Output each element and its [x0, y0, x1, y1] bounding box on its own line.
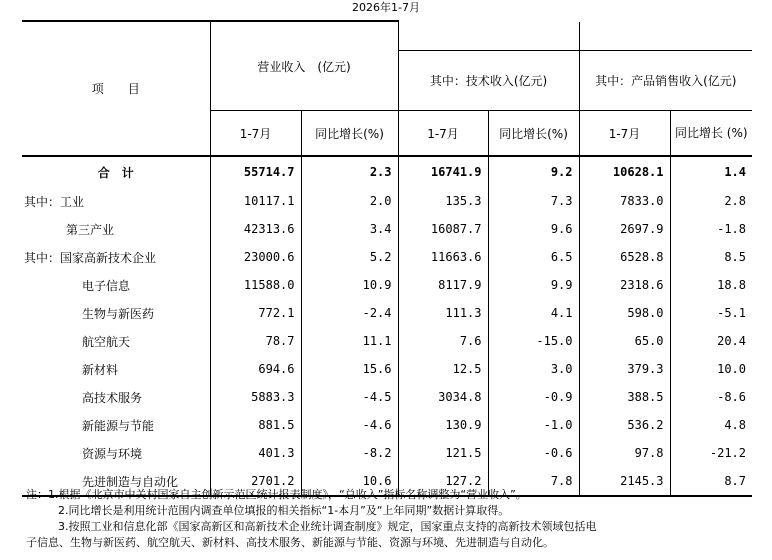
table-row	[22, 243, 752, 271]
row-label: 资源与环境	[82, 446, 143, 461]
cell-value: 16741.9	[398, 156, 488, 187]
table-row	[22, 271, 752, 299]
cell-value: 401.3	[210, 439, 301, 467]
cell-value: 694.6	[210, 355, 301, 383]
cell-value: 2145.3	[579, 467, 670, 496]
cell-value: 9.9	[488, 271, 579, 299]
row-label: 新能源与节能	[82, 418, 155, 433]
cell-value: 2.0	[301, 187, 398, 215]
cell-value: -4.5	[301, 383, 398, 411]
footnote-1: 注：1.根据《北京市中关村国家自主创新示范区统计报表制度》，“总收入”指标名称调整为“营业收入”。	[26, 488, 527, 501]
cell-value: 10117.1	[210, 187, 301, 215]
table-row	[22, 299, 752, 327]
cell-value: 12.5	[398, 355, 488, 383]
header-period-revenue: 1-7月	[210, 111, 301, 157]
cell-value: -2.4	[301, 299, 398, 327]
table-row	[22, 355, 752, 383]
cell-value: 2.3	[301, 156, 398, 187]
table-row-total	[22, 156, 752, 187]
table-row	[22, 383, 752, 411]
cell-value: -15.0	[488, 327, 579, 355]
cell-value: 9.6	[488, 215, 579, 243]
cell-value: 7.8	[488, 467, 579, 496]
cell-value: 4.1	[488, 299, 579, 327]
cell-value: 16087.7	[398, 215, 488, 243]
cell-value: 8117.9	[398, 271, 488, 299]
row-label: 其中：工业	[24, 194, 85, 209]
row-label: 航空航天	[82, 334, 131, 349]
cell-value: 7833.0	[579, 187, 670, 215]
cell-value: -1.8	[670, 215, 752, 243]
table-row	[22, 411, 752, 439]
table-row	[22, 187, 752, 215]
header-growth-tech: 同比增长(%)	[488, 111, 579, 157]
header-spacer-tech	[398, 21, 579, 50]
cell-value: 65.0	[579, 327, 670, 355]
cell-value: 11588.0	[210, 271, 301, 299]
cell-value: 5.2	[301, 243, 398, 271]
header-item: 项 目	[22, 21, 210, 156]
cell-value: -8.2	[301, 439, 398, 467]
report-period: 2026年1-7月	[352, 1, 420, 14]
cell-value: 10.6	[301, 467, 398, 496]
footnote-3: 3.按照工业和信息化部《国家高新区和高新技术企业统计调查制度》规定，国家重点支持的高新技术领域包括电	[58, 520, 597, 533]
header-growth-product: 同比增长 (%)	[670, 111, 752, 157]
header-period-product: 1-7月	[579, 111, 670, 157]
cell-value: 2.8	[670, 187, 752, 215]
cell-value: -8.6	[670, 383, 752, 411]
cell-value: 23000.6	[210, 243, 301, 271]
cell-value: 379.3	[579, 355, 670, 383]
cell-value: 121.5	[398, 439, 488, 467]
table-row	[22, 215, 752, 243]
cell-value: 5883.3	[210, 383, 301, 411]
cell-value: 18.8	[670, 271, 752, 299]
cell-value: -4.6	[301, 411, 398, 439]
cell-value: 111.3	[398, 299, 488, 327]
cell-value: 11663.6	[398, 243, 488, 271]
cell-value: -0.6	[488, 439, 579, 467]
statistics-table	[22, 20, 752, 497]
cell-value: 15.6	[301, 355, 398, 383]
cell-value: 20.4	[670, 327, 752, 355]
cell-value: 8.5	[670, 243, 752, 271]
row-label: 新材料	[82, 362, 119, 377]
footnote-3-cont: 子信息、生物与新医药、航空航天、新材料、高技术服务、新能源与节能、资源与环境、先进制造与自动化。	[26, 536, 554, 549]
header-spacer-product	[579, 21, 752, 50]
footnotes	[26, 487, 756, 551]
cell-value: -0.9	[488, 383, 579, 411]
cell-value: 3.4	[301, 215, 398, 243]
cell-value: -5.1	[670, 299, 752, 327]
row-label: 其中：国家高新技术企业	[24, 250, 157, 265]
cell-value: 6528.8	[579, 243, 670, 271]
cell-value: 42313.6	[210, 215, 301, 243]
cell-value: 6.5	[488, 243, 579, 271]
cell-value: 3034.8	[398, 383, 488, 411]
header-product-revenue: 其中：产品销售收入(亿元)	[579, 50, 752, 110]
cell-value: 536.2	[579, 411, 670, 439]
cell-value: 7.3	[488, 187, 579, 215]
footnote-2: 2.同比增长是利用统计范围内调查单位填报的相关指标“1-本月”及“上年同期”数据计算取得。	[58, 504, 510, 517]
cell-value: 881.5	[210, 411, 301, 439]
header-tech-revenue: 其中：技术收入(亿元)	[398, 50, 579, 110]
cell-value: 772.1	[210, 299, 301, 327]
cell-value: 3.0	[488, 355, 579, 383]
header-revenue: 营业收入 (亿元)	[210, 21, 398, 111]
cell-value: 127.2	[398, 467, 488, 496]
header-growth-revenue: 同比增长(%)	[301, 111, 398, 157]
row-label: 电子信息	[82, 278, 131, 293]
cell-value: 78.7	[210, 327, 301, 355]
cell-value: 135.3	[398, 187, 488, 215]
table-row	[22, 439, 752, 467]
cell-value: -1.0	[488, 411, 579, 439]
cell-value: 388.5	[579, 383, 670, 411]
row-label: 第三产业	[66, 222, 115, 237]
cell-value: -21.2	[670, 439, 752, 467]
cell-value: 10.0	[670, 355, 752, 383]
cell-value: 1.4	[670, 156, 752, 187]
header-period-tech: 1-7月	[398, 111, 488, 157]
table-row	[22, 327, 752, 355]
cell-value: 9.2	[488, 156, 579, 187]
row-label: 生物与新医药	[82, 306, 155, 321]
cell-value: 8.7	[670, 467, 752, 496]
row-label: 合 计	[97, 165, 134, 180]
row-label: 高技术服务	[82, 390, 143, 405]
cell-value: 7.6	[398, 327, 488, 355]
cell-value: 598.0	[579, 299, 670, 327]
cell-value: 10628.1	[579, 156, 670, 187]
cell-value: 2697.9	[579, 215, 670, 243]
cell-value: 2318.6	[579, 271, 670, 299]
cell-value: 130.9	[398, 411, 488, 439]
cell-value: 11.1	[301, 327, 398, 355]
cell-value: 97.8	[579, 439, 670, 467]
cell-value: 2701.2	[210, 467, 301, 496]
row-label: 先进制造与自动化	[22, 467, 210, 496]
cell-value: 4.8	[670, 411, 752, 439]
cell-value: 10.9	[301, 271, 398, 299]
cell-value: 55714.7	[210, 156, 301, 187]
